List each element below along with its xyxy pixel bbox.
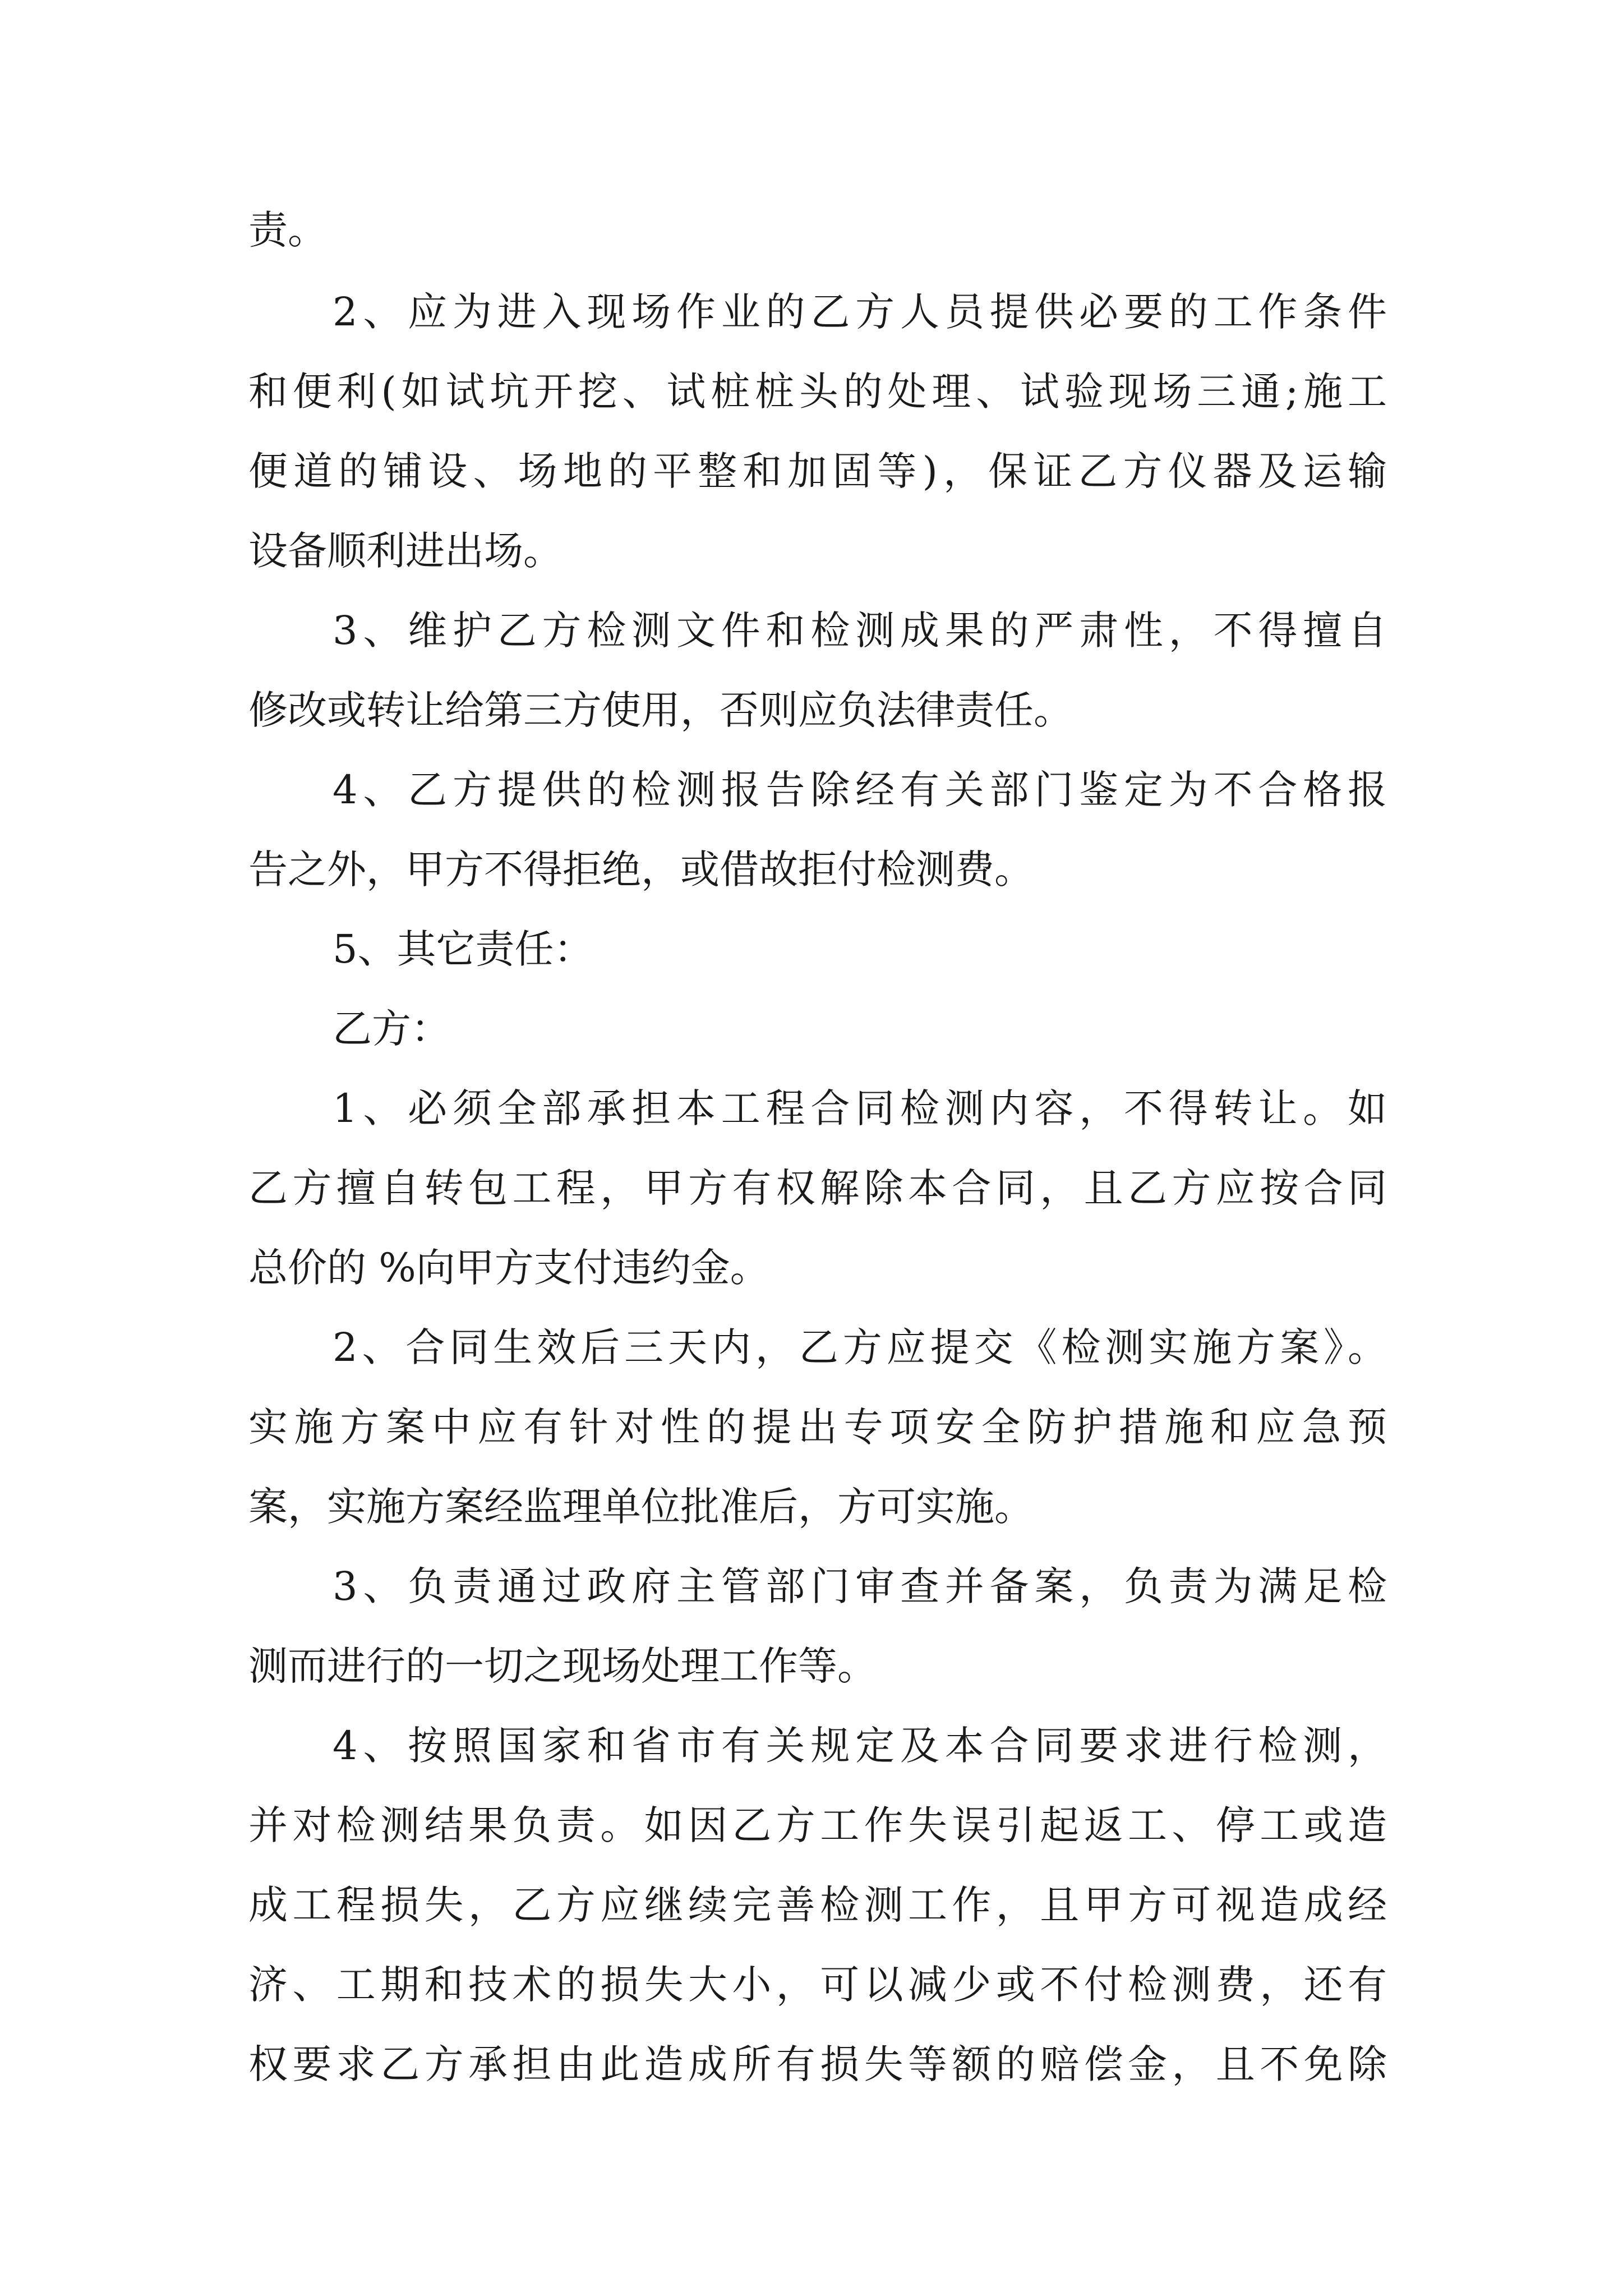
text-line: 5、其它责任： <box>333 926 593 972</box>
text-line: 乙方： <box>333 1006 450 1052</box>
text-line: 4、按照国家和省市有关规定及本合同要求进行检测， <box>333 1723 1387 1769</box>
text-line: 2、应为进入现场作业的乙方人员提供必要的工作条件 <box>333 289 1387 335</box>
text-line: 4、乙方提供的检测报告除经有关部门鉴定为不合格报 <box>333 767 1387 813</box>
text-line: 修改或转让给第三方使用，否则应负法律责任。 <box>248 687 1073 733</box>
text-line: 案，实施方案经监理单位批准后，方可实施。 <box>248 1484 1034 1530</box>
text-line: 并对检测结果负责。如因乙方工作失误引起返工、停工或造 <box>248 1802 1387 1848</box>
text-line: 1、必须全部承担本工程合同检测内容，不得转让。如 <box>333 1085 1387 1131</box>
text-line: 设备顺利进出场。 <box>248 528 562 574</box>
text-line: 2、合同生效后三天内，乙方应提交《检测实施方案》。 <box>333 1324 1387 1370</box>
text-line: 责。 <box>248 207 327 253</box>
text-line: 便道的铺设、场地的平整和加固等)，保证乙方仪器及运输 <box>248 448 1387 494</box>
text-line: 实施方案中应有针对性的提出专项安全防护措施和应急预 <box>248 1404 1387 1450</box>
text-line: 总价的 %向甲方支付违约金。 <box>248 1245 769 1291</box>
text-line: 济、工期和技术的损失大小，可以减少或不付检测费，还有 <box>248 1962 1387 2008</box>
text-line: 乙方擅自转包工程，甲方有权解除本合同，且乙方应按合同 <box>248 1165 1387 1211</box>
text-line: 成工程损失，乙方应继续完善检测工作，且甲方可视造成经 <box>248 1882 1387 1928</box>
text-line: 告之外，甲方不得拒绝，或借故拒付检测费。 <box>248 846 1034 892</box>
text-line: 权要求乙方承担由此造成所有损失等额的赔偿金，且不免除 <box>248 2041 1387 2087</box>
text-line: 3、负责通过政府主管部门审查并备案，负责为满足检 <box>333 1563 1387 1609</box>
text-line: 测而进行的一切之现场处理工作等。 <box>248 1643 877 1689</box>
text-line: 和便利(如试坑开挖、试桩桩头的处理、试验现场三通;施工 <box>248 369 1387 415</box>
text-line: 3、维护乙方检测文件和检测成果的严肃性，不得擅自 <box>333 608 1387 654</box>
